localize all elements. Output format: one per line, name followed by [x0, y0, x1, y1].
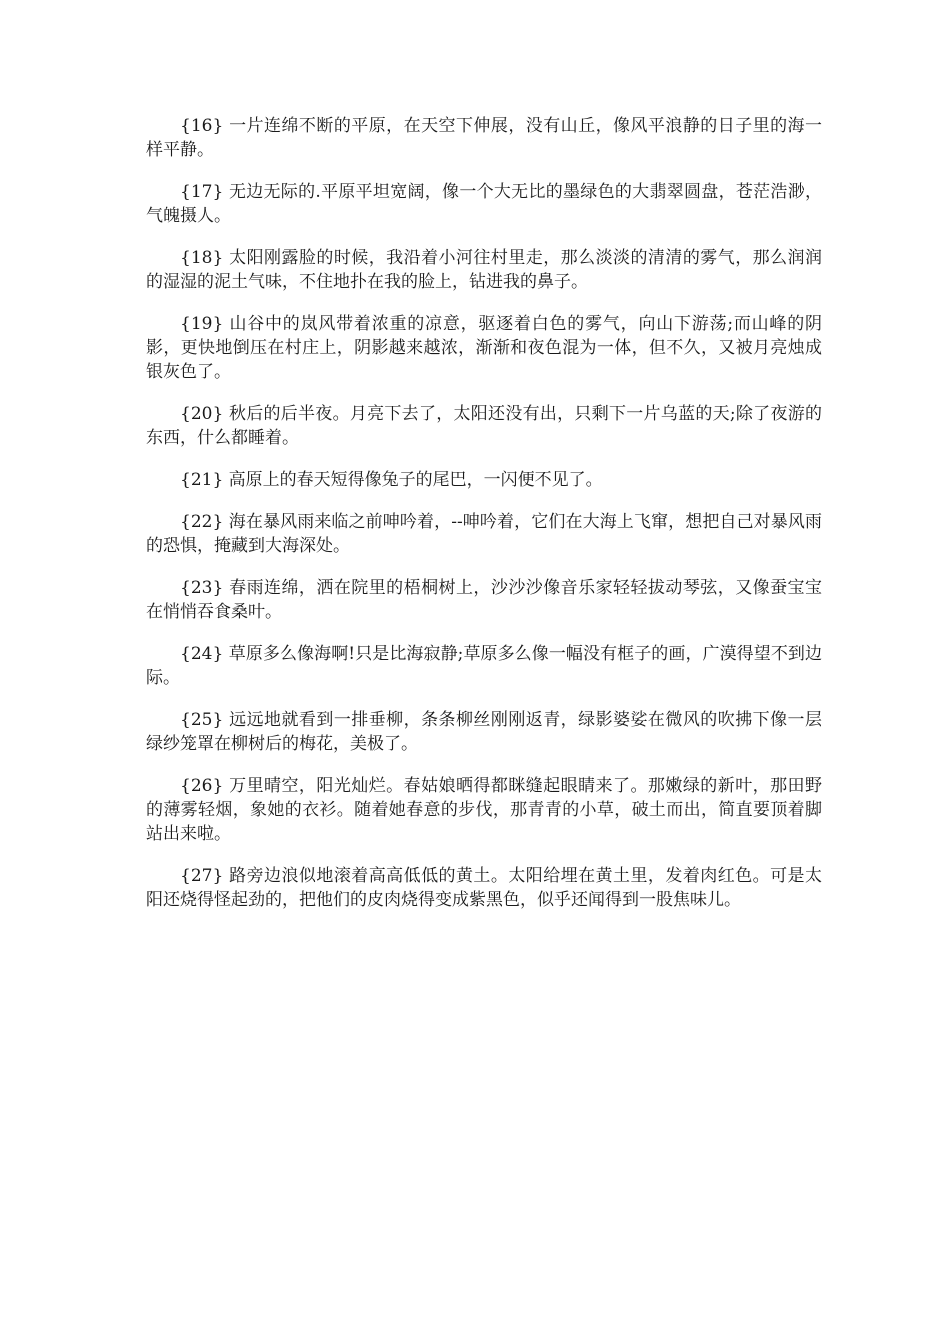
- paragraph-16: {16} 一片连绵不断的平原，在天空下伸展，没有山丘，像风平浪静的日子里的海一样平静。: [146, 116, 822, 160]
- paragraph-27: {27} 路旁边浪似地滚着高高低低的黄土。太阳给埋在黄土里，发着肉红色。可是太阳还烧得怪起劲的，把他们的皮肉烧得变成紫黑色，似乎还闻得到一股焦味儿。: [146, 866, 822, 910]
- paragraph-24: {24} 草原多么像海啊!只是比海寂静;草原多么像一幅没有框子的画，广漠得望不到边际。: [146, 644, 822, 688]
- paragraph-25: {25} 远远地就看到一排垂柳，条条柳丝刚刚返青，绿影婆娑在微风的吹拂下像一层绿纱笼罩在柳树后的梅花，美极了。: [146, 710, 822, 754]
- paragraph-26: {26} 万里晴空，阳光灿烂。春姑娘晒得都眯缝起眼睛来了。那嫩绿的新叶，那田野的薄雾轻烟，象她的衣衫。随着她春意的步伐，那青青的小草，破土而出，简直要顶着脚站出来啦。: [146, 776, 822, 844]
- paragraph-17: {17} 无边无际的.平原平坦宽阔，像一个大无比的墨绿色的大翡翠圆盘，苍茫浩渺，气魄摄人。: [146, 182, 822, 226]
- paragraph-23: {23} 春雨连绵，洒在院里的梧桐树上，沙沙沙像音乐家轻轻拔动琴弦，又像蚕宝宝在悄悄吞食桑叶。: [146, 578, 822, 622]
- paragraph-21: {21} 高原上的春天短得像兔子的尾巴，一闪便不见了。: [180, 470, 603, 490]
- document-body: [146, 114, 822, 930]
- paragraph-19: {19} 山谷中的岚风带着浓重的凉意，驱逐着白色的雾气，向山下游荡;而山峰的阴影，更快地倒压在村庄上，阴影越来越浓，渐渐和夜色混为一体，但不久，又被月亮烛成银灰色了。: [146, 314, 822, 382]
- paragraph-20: {20} 秋后的后半夜。月亮下去了，太阳还没有出，只剩下一片乌蓝的天;除了夜游的东西，什么都睡着。: [146, 404, 822, 448]
- paragraph-22: {22} 海在暴风雨来临之前呻吟着，--呻吟着，它们在大海上飞窜，想把自己对暴风雨的恐惧，掩藏到大海深处。: [146, 512, 822, 556]
- paragraph-18: {18} 太阳刚露脸的时候，我沿着小河往村里走，那么淡淡的清清的雾气，那么润润的湿湿的泥土气味，不住地扑在我的脸上，钻进我的鼻子。: [146, 248, 822, 292]
